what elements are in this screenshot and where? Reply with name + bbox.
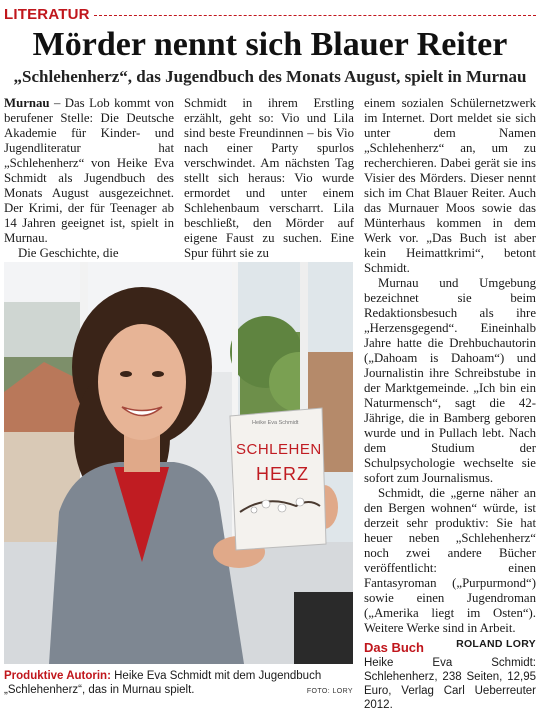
- author-byline: ROLAND LORY: [456, 638, 536, 650]
- rubric-label: LITERATUR: [4, 6, 90, 23]
- book-title-line-1: SCHLEHEN: [236, 441, 322, 458]
- article-paragraph: Schmidt, die „gerne näher an den Bergen wohnen“ würde, ist derzeit sehr produktiv: Sie hat heuer neben „Schlehenherz“ noch zwei andere Bücher veröffentlicht: einen Fantasyroman („Purpurmond“) sowie einen Jugendroman („Amerika liegt im Osten“). Weitere Werke sind in Arbeit.: [364, 486, 536, 635]
- article-paragraph: Die Geschichte, die: [18, 246, 119, 260]
- article-column-1: [4, 96, 174, 260]
- photo-illustration: [4, 262, 353, 664]
- headline: Mörder nennt sich Blauer Reiter: [32, 26, 508, 63]
- article-paragraph: Murnau und Umgebung bezeichnet sie beim Redaktionsbesuch als ihre „Herzensgegend“. Eineinhalb Jahre hatte die Drehbuchautorin („Dahoam is Dahoam“) und Journalistin ihre Schreibstube in der Marktgemeinde. „Ich bin ein Naturmensch“, sagt die 42-Jährige, die in Bamberg geboren wurde und in Pullach lebt. Nach dem Studium der Schulpsychologie wechselte sie sofort zum Journalismus.: [364, 276, 536, 485]
- book-author: Heike Eva Schmidt: [252, 420, 299, 426]
- photo-caption: [4, 669, 353, 699]
- caption-label: Produktive Autorin:: [4, 670, 111, 682]
- infobox-text: Heike Eva Schmidt: Schlehenherz, 238 Seiten, 12,95 Euro, Verlag Carl Ueberreuter 2012.: [364, 657, 536, 711]
- infobox-title: Das Buch: [364, 640, 424, 655]
- article-paragraph: einem sozialen Schülernetzwerk im Internet. Dort meldet sie sich unter dem Namen „Schlehenherz“ an, um zu recherchieren. Dabei gerät sie ins Visier des Mörders. Dieser nennt sich im Chat Blauer Reiter. Auch das Murnauer Moos sowie das Münterhaus kommen in dem Werk vor. „Das Buch ist aber kein Heimattkrimi“, betont Schmidt.: [364, 96, 536, 275]
- book-cover: [230, 408, 326, 550]
- article-paragraph: Schmidt in ihrem Erstling erzählt, geht so: Vio und Lila sind beste Freundinnen – bis Vio nach einer Party spurlos verschwindet. Am nächsten Tag stellt sich heraus: Vio wurde ermordet und unter einem Schlehenbaum verscharrt. Lila beschließt, den Mörder auf eigene Faust zu suchen. Eine Spur führt sie zu: [184, 96, 354, 260]
- photo-credit: FOTO: LORY: [306, 688, 353, 695]
- subheadline: „Schlehenherz“, das Jugendbuch des Monats August, spielt in Murnau: [13, 67, 527, 86]
- book-title-line-2: HERZ: [256, 464, 309, 484]
- author-photo: [4, 262, 353, 664]
- rubric-divider: [94, 15, 536, 16]
- caption-text: Heike Eva Schmidt mit dem Jugendbuch „Schlehenherz“, das in Murnau spielt.: [4, 670, 322, 696]
- article-column-3: [364, 96, 536, 650]
- article-paragraph: Murnau – Das Lob kommt von berufener Stelle: Die Deutsche Akademie für Kinder- und Jugendliteratur hat „Schlehenherz“ von Heike Eva Schmidt als Jugendbuch des Monats August ausgezeichnet. Der Krimi, der für Teenager ab 14 Jahren geeignet ist, spielt in Murnau.: [4, 96, 174, 245]
- article-column-2: [184, 96, 354, 260]
- dateline: Murnau: [4, 96, 50, 110]
